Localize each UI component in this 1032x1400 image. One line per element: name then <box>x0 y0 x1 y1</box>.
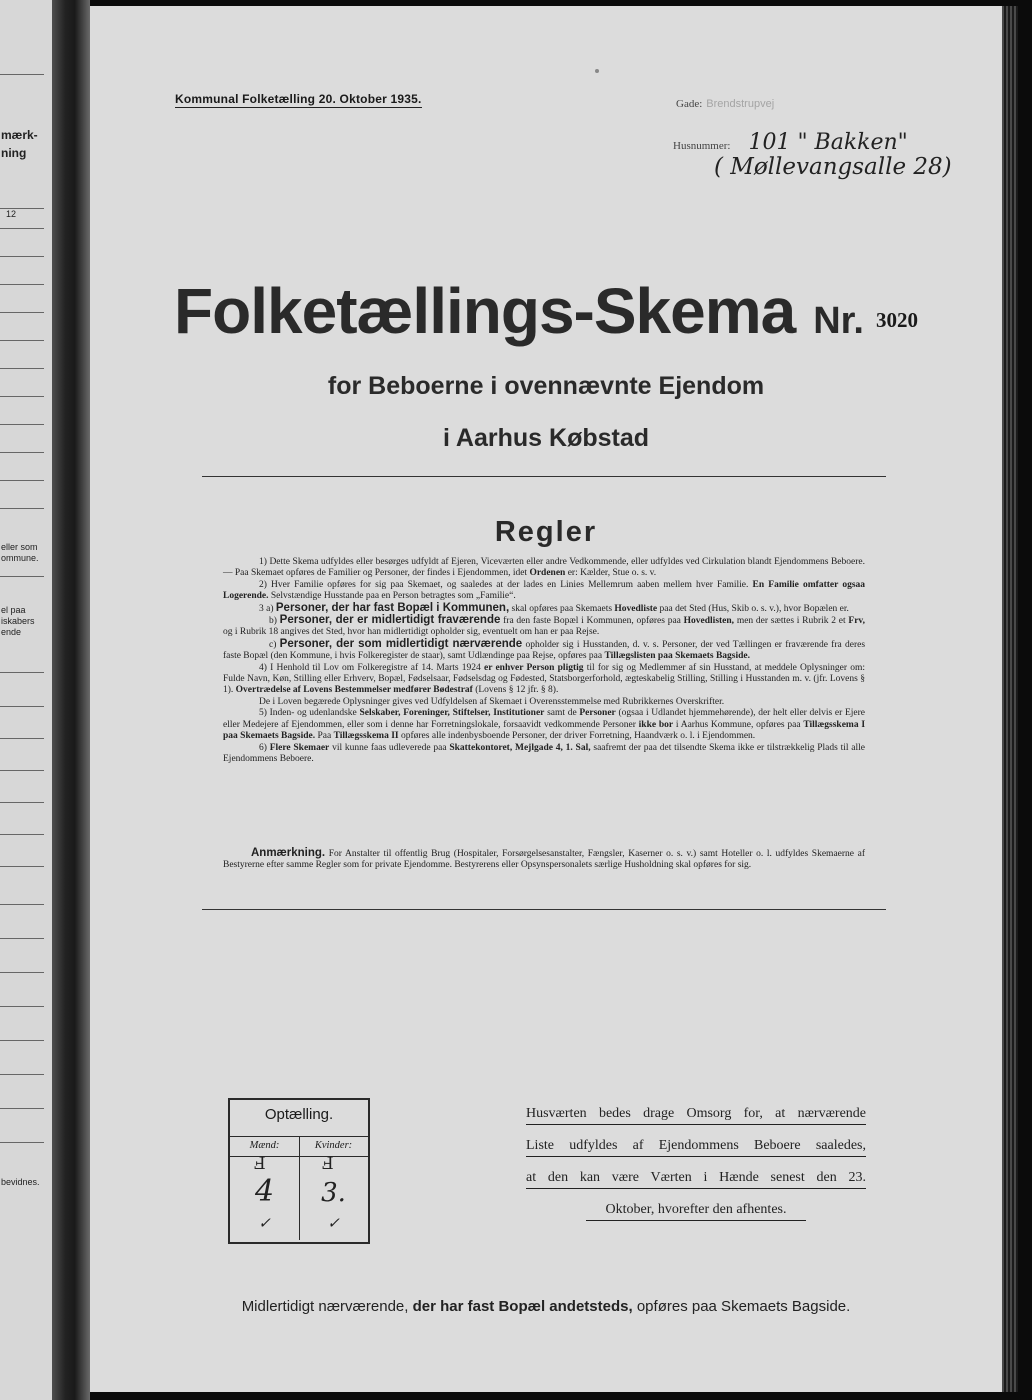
rule-emphasis: Personer, der er midlertidigt fraværende <box>279 614 501 627</box>
rule-text: 5) Inden- og udenlandske <box>259 708 357 719</box>
left-rule <box>0 312 44 313</box>
landlord-notice-line: at den kan være Værten i Hænde senest den 23. <box>526 1167 866 1189</box>
left-rule <box>0 480 44 481</box>
rule-emphasis: Frv, <box>848 616 866 627</box>
left-fragment-text: 12 <box>6 209 17 219</box>
left-fragment-text: el paa iskabers ende <box>1 605 35 637</box>
left-rule <box>0 396 44 397</box>
left-fragment-text: bevidnes. <box>1 1177 40 1187</box>
census-header: Kommunal Folketælling 20. Oktober 1935. <box>175 92 422 106</box>
count-title: Optælling. <box>264 1106 334 1123</box>
rule-text: 1) Dette Skema udfyldes eller besørges udfyldt af Ejeren, Viceværten eller andre Vedkommende, eller udfyldes ved Cirkulation blandt Ejendommens Beboere. — Paa Skemaet opføres de Familier og Personer, der findes i Ejendommen, idet <box>223 557 865 579</box>
left-rule <box>0 284 44 285</box>
rule-text: c) <box>269 639 277 650</box>
rule-emphasis: Selskaber, Foreninger, Stiftelser, Institutioner <box>359 708 545 719</box>
rule-emphasis: Tillægsskema I paa Skemaets Bagside. <box>223 719 866 742</box>
rule-emphasis: er enhver Person pligtig <box>484 662 584 673</box>
street-label: Gade: <box>676 98 703 110</box>
left-fragment-text: ning <box>1 146 27 160</box>
left-rule <box>0 576 44 577</box>
form-number-label: Nr. <box>813 300 864 342</box>
rule-text: skal opføres paa Skemaets <box>511 603 613 614</box>
remark-paragraph <box>223 848 865 872</box>
rule-emphasis: Hovedliste <box>614 603 658 614</box>
rule-2 <box>223 580 865 603</box>
left-rule <box>0 424 44 425</box>
divider <box>202 476 886 477</box>
rule-5 <box>223 708 865 742</box>
rules-text <box>223 557 865 765</box>
rule-emphasis: Hovedlisten, <box>683 616 735 627</box>
landlord-notice-line: Husværten bedes drage Omsorg for, at nærværende <box>526 1103 866 1125</box>
street-row <box>676 94 774 112</box>
rule-3b <box>223 615 865 639</box>
rule-text: 3 a) <box>259 603 274 614</box>
landlord-notice-line: Oktober, hvorefter den afhentes. <box>586 1199 806 1221</box>
men-count: 4 <box>254 1174 275 1209</box>
rule-4 <box>223 663 865 697</box>
rule-text: men der sættes i Rubrik 2 et <box>736 616 846 627</box>
left-rule <box>0 1006 44 1007</box>
remark <box>223 848 865 872</box>
rule-text: til for sig og Medlemmer af sin Husstand, at meddele Oplysninger om: Fulde Navn, Køn, Stilling eller Erhverv, Bopæl, Fødselsaar, Fødselsdag og Fødested, Statsborgerforhold, ægteskabelig Stilling, Stilling i Husstanden m. v. (jfr. Lovens § 1). <box>223 662 866 696</box>
rule-text: b) <box>269 616 277 627</box>
left-rule <box>0 770 44 771</box>
left-rule <box>0 802 44 803</box>
rule-emphasis: Personer, der som midlertidigt nærværende <box>279 637 523 650</box>
page-stack-edge <box>1002 6 1018 1392</box>
rule-emphasis: Ordenen <box>529 568 566 579</box>
left-rule <box>0 866 44 867</box>
men-check: ✓ <box>258 1214 271 1232</box>
rule-3c <box>223 639 865 663</box>
house-number-handwritten: 101 " Bakken" <box>748 130 908 155</box>
form-title <box>90 274 1002 348</box>
left-rule <box>0 74 44 75</box>
count-box <box>228 1098 370 1244</box>
rule-emphasis: Overtrædelse af Lovens Bestemmelser medfører Bødestraf <box>235 685 473 696</box>
book-gutter <box>52 0 90 1400</box>
count-box-rule <box>230 1156 368 1157</box>
form-subtitle-2: i Aarhus Købstad <box>442 424 650 452</box>
left-rule <box>0 904 44 905</box>
left-rule <box>0 834 44 835</box>
left-rule <box>0 938 44 939</box>
left-rule <box>0 228 44 229</box>
rule-text: paa det Sted (Hus, Skib o. s. v.), hvor Bopælen er. <box>659 603 849 614</box>
rule-emphasis: Skattekontoret, Mejlgade 4, 1. Sal, <box>449 742 591 753</box>
rule-text: Selvstændige Husstande paa en Person betragtes som „Familie“. <box>270 591 516 602</box>
rule-6 <box>223 743 865 766</box>
left-rule <box>0 706 44 707</box>
footer-instruction <box>90 1298 1002 1315</box>
census-form-page <box>90 6 1002 1392</box>
left-rule <box>0 1040 44 1041</box>
rule-emphasis: En Familie omfatter ogsaa Logerende. <box>223 579 866 602</box>
landlord-notice-line: Liste udfyldes af Ejendommens Beboere saaledes, <box>526 1135 866 1157</box>
remark-label: Anmærkning. <box>251 847 326 859</box>
left-rule <box>0 672 44 673</box>
rule-text: samt de <box>547 708 577 719</box>
rule-emphasis: Flere Skemaer <box>269 742 330 753</box>
footer-text: opføres paa Skemaets Bagside. <box>636 1298 851 1315</box>
house-number-label: Husnummer: <box>673 140 731 152</box>
house-number-handwritten-alt: ( Møllevangsalle 28) <box>714 154 952 180</box>
form-subtitle-1: for Beboerne i ovennævnte Ejendom <box>327 372 765 400</box>
rule-text: 6) <box>259 742 267 753</box>
rule-text: (ogsaa i Udlandet hjemmehørende), der helt eller delvis er Ejere eller Medejere af Ejendommen, eller som i denne har Forretningslokale, forsaavidt vedkommende Personer <box>223 708 865 730</box>
rule-text: (Lovens § 12 jfr. § 8). <box>475 685 559 696</box>
women-check: ✓ <box>327 1214 340 1232</box>
women-count: 3. <box>321 1178 346 1208</box>
left-rule <box>0 340 44 341</box>
rule-text: saafremt der paa det tilsendte Skema ikke er tilstrækkelig Plads til alle Ejendommens Beboere. <box>223 742 866 764</box>
rule-text: i Aarhus Kommune, opføres paa <box>675 719 801 730</box>
rule-text: 4) I Henhold til Lov om Folkeregistre af 14. Marts 1924 <box>259 662 481 673</box>
women-label: Kvinder: <box>314 1140 353 1151</box>
left-rule <box>0 508 44 509</box>
remark-text: For Anstalter til offentlig Brug (Hospitaler, Forsørgelsesanstalter, Fængsler, Kaserner o. s. v.) samt Hoteller o. l. udfyldes Skemaerne af Bestyrerne efter samme Regler som for private Ejendomme. Bestyrerens eller Opsynspersonalets særlige Husholdning skal opføres for sig. <box>223 849 866 871</box>
form-number-value: 3020 <box>875 307 918 332</box>
paper-speck <box>595 69 599 73</box>
rule-text: fra den faste Bopæl i Kommunen, opføres paa <box>503 616 681 627</box>
rule-text: Paa <box>317 731 332 742</box>
rule-text: er: Kælder, Stue o. s. v. <box>567 568 657 579</box>
left-rule <box>0 368 44 369</box>
left-rule <box>0 1108 44 1109</box>
left-rule <box>0 452 44 453</box>
form-title-main: Folketællings-Skema <box>174 275 796 347</box>
rule-text: opføres alle indenbysboende Personer, der driver Forretning, Haandværk o. l. i Ejendommen. <box>400 731 756 742</box>
house-number-row <box>673 130 908 155</box>
left-page-fragment <box>0 0 52 1400</box>
left-rule <box>0 738 44 739</box>
women-tick-mark: Ⅎ <box>322 1154 334 1174</box>
landlord-notice <box>526 1103 866 1231</box>
men-label: Mænd: <box>249 1140 280 1151</box>
rule-emphasis: Personer <box>579 708 616 719</box>
rule-emphasis: Personer, der har fast Bopæl i Kommunen, <box>275 601 510 614</box>
footer-emphasis: der har fast Bopæl andetsteds, <box>412 1298 633 1315</box>
rule-emphasis: Tillægsskema II <box>333 731 399 742</box>
rule-4-extra: De i Loven begærede Oplysninger gives ved Udfyldelsen af Skemaet i Overensstemmelse med Rubrikkernes Overskrifter. <box>259 696 725 707</box>
footer-text: Midlertidigt nærværende, <box>241 1298 409 1315</box>
rule-text: vil kunne faas udleverede paa <box>332 742 447 753</box>
divider <box>202 909 886 910</box>
left-rule <box>0 1074 44 1075</box>
left-rule <box>0 1142 44 1143</box>
rule-1 <box>223 557 865 580</box>
rule-emphasis: ikke bor <box>638 719 674 730</box>
rule-text: 2) Hver Familie opføres for sig paa Skemaet, og saaledes at der lades en Linies Mellemrum aaben mellem hver Familie. <box>259 579 749 590</box>
rules-heading: Regler <box>494 516 598 548</box>
left-rule <box>0 972 44 973</box>
street-value: Brendstrupvej <box>706 98 775 110</box>
rule-emphasis: Tillægslisten paa Skemaets Bagside. <box>604 651 751 662</box>
left-rule <box>0 256 44 257</box>
rule-text: opholder sig i Husstanden, d. v. s. Personer, der ved Tællingen er fraværende fra deres faste Bopæl (den Kommune, i hvis Folkeregister de staar), samt Udlændinge paa Rejse, opføres paa <box>223 639 866 662</box>
rule-text: og i Rubrik 18 angives det Sted, hvor han midlertidigt opholder sig, eventuelt om han er paa Rejse. <box>223 627 600 638</box>
left-fragment-text: mærk- <box>1 128 38 142</box>
men-tick-mark: Ⅎ <box>254 1154 266 1174</box>
left-fragment-text: eller som ommune. <box>1 542 39 563</box>
